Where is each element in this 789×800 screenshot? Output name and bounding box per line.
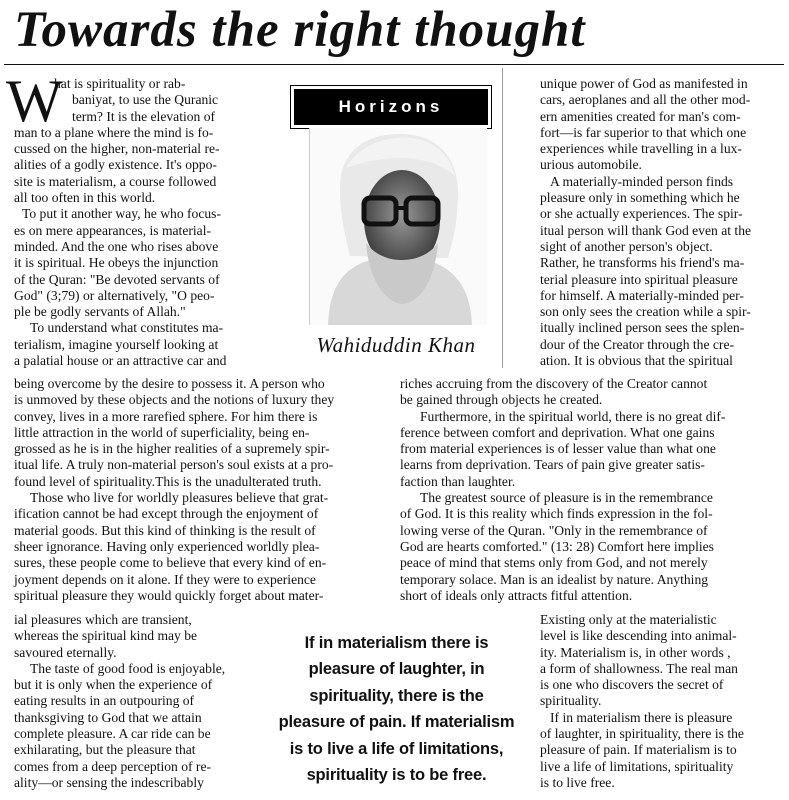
- text-line: cars, aeroplanes and all the other mod-: [540, 92, 751, 108]
- horizons-label: Horizons: [294, 89, 488, 125]
- top-rule: [4, 64, 784, 65]
- headline: Towards the right thought: [14, 2, 586, 58]
- wide-text-right: [400, 376, 780, 604]
- text-line: baniyat, to use the Quranic: [72, 92, 219, 108]
- text-line: ial pleasures which are transient,: [14, 612, 192, 627]
- author-caption: Wahiduddin Khan: [316, 333, 476, 357]
- text-line: unique power of God as manifested in: [540, 76, 748, 91]
- text-line: learns from deprivation. Tears of pain give greater satis-: [400, 457, 705, 473]
- text-line: or she actually experiences. The spir-: [540, 206, 743, 222]
- text-line: is to live a life of limitations,: [289, 739, 504, 758]
- text-line: pleasure of laughter, in: [308, 660, 485, 679]
- text-line: of God. It is this reality which finds expression in the fol-: [400, 506, 713, 522]
- text-line: from material experiences is of lesser value than what one: [400, 441, 716, 457]
- text-line: ality—or sensing the indescribably: [14, 774, 204, 790]
- text-line: spirituality, there is the: [309, 686, 484, 705]
- text-line: Existing only at the materialistic: [540, 612, 717, 627]
- column-3-bottom-text: [540, 612, 780, 791]
- text-line: thanksgiving to God that we attain: [14, 709, 202, 725]
- text-line: being overcome by the desire to possess it. A person who: [14, 376, 325, 391]
- text-line: cussed on the higher, non-material re-: [14, 141, 220, 157]
- author-portrait-icon: [310, 128, 487, 325]
- text-line: itually inclined person sees the splen-: [540, 320, 745, 336]
- text-line: whereas the spiritual kind may be: [14, 628, 198, 644]
- text-line: sures, these people come to believe that every kind of en-: [14, 555, 327, 571]
- text-line: God are hearts comforted." (13: 28) Comfort here implies: [400, 538, 714, 554]
- text-line: comes from a deep perception of re-: [14, 758, 212, 774]
- text-line: be gained through objects he created.: [400, 392, 603, 408]
- text-line: pleasure of pain. If materialism is to: [540, 742, 737, 758]
- text-line: of the Quran: "Be devoted servants of: [14, 271, 220, 287]
- text-line: little attraction in the world of superficiality, being en-: [14, 424, 310, 440]
- text-line: lowing verse of the Quran. "Only in the remembrance of: [400, 522, 708, 538]
- text-line: son only sees the creation while a spir-: [540, 304, 751, 320]
- text-line: it is spiritual. He obeys the injunction: [14, 255, 219, 271]
- text-line: itual life. A truly non-material person's soul exists at a pro-: [14, 457, 334, 473]
- text-line: experiences while travelling in a lux-: [540, 141, 742, 157]
- text-line: ification cannot be had except through the enjoyment of: [14, 506, 319, 522]
- text-line: The greatest source of pleasure is in the remembrance: [420, 490, 713, 506]
- text-line: sight of another person's object.: [540, 238, 713, 254]
- drop-cap: W: [6, 68, 63, 134]
- text-line: alities of a godly existence. It's oppo-: [14, 157, 217, 173]
- text-line: Furthermore, in the spiritual world, there is no great dif-: [420, 408, 726, 424]
- text-line: To understand what constitutes ma-: [30, 320, 224, 336]
- text-line: savoured eternally.: [14, 644, 117, 660]
- text-line: ation. It is obvious that the spiritual: [540, 353, 733, 369]
- text-line: minded. And the one who rises above: [14, 238, 219, 254]
- text-line: riches accruing from the discovery of the Creator cannot: [400, 376, 708, 391]
- text-line: but it is only when the experience of: [14, 677, 213, 693]
- text-line: live a life of limitations, spirituality: [540, 758, 734, 774]
- text-line: A materially-minded person finds: [550, 173, 734, 189]
- text-line: site is materialism, a course followed: [14, 173, 217, 189]
- text-line: man to a plane where the mind is fo-: [14, 124, 214, 140]
- text-line: eating results in an outpouring of: [14, 693, 195, 709]
- text-line: a form of shallowness. The real man: [540, 660, 738, 676]
- text-line: dour of the Creator through the cre-: [540, 336, 735, 352]
- text-line: Rather, he transforms his friend's ma-: [540, 255, 745, 271]
- text-line: convey, lives in a more rarefied sphere. For him there is: [14, 408, 318, 424]
- text-line: terialism, imagine yourself looking at: [14, 336, 219, 352]
- text-line: level is like descending into animal-: [540, 628, 737, 644]
- text-line: a palatial house or an attractive car and: [14, 353, 227, 369]
- text-line: all too often in this world.: [14, 190, 156, 206]
- text-line: ple be godly servants of Allah.": [14, 304, 186, 320]
- text-line: term? It is the elevation of: [72, 108, 216, 124]
- text-line: hat is spirituality or rab-: [54, 76, 186, 91]
- text-line: is one who discovers the secret of: [540, 677, 724, 693]
- text-line: is to live free.: [540, 774, 615, 790]
- text-line: sheer ignorance. Having only experienced worldly plea-: [14, 538, 320, 554]
- text-line: spirituality is to be free.: [306, 766, 487, 785]
- text-line: If in materialism there is pleasure: [550, 709, 733, 725]
- column-1-top-text: [14, 76, 276, 369]
- column-1-bottom-text: [14, 612, 259, 791]
- text-line: pleasure only in something which he: [540, 190, 740, 206]
- text-line: Those who live for worldly pleasures believe that grat-: [30, 490, 329, 506]
- wide-text-left: [14, 376, 397, 604]
- text-line: is unmoved by these objects and the notions of luxury they: [14, 392, 335, 408]
- text-line: complete pleasure. A car ride can be: [14, 726, 211, 742]
- author-photo: [309, 128, 487, 325]
- text-line: fort—is far superior to that which one: [540, 124, 747, 140]
- text-line: exhilarating, but the pleasure that: [14, 742, 196, 758]
- text-line: ity. Materialism is, in other words ,: [540, 644, 731, 660]
- text-line: faction than laughter.: [400, 473, 516, 489]
- text-line: of laughter, in spirituality, there is the: [540, 726, 744, 742]
- text-line: joyment depends on it alone. If they were to experience: [14, 571, 316, 587]
- text-line: peace of mind that stems only from God, and not merely: [400, 555, 708, 571]
- text-line: To put it another way, he who focus-: [22, 206, 222, 222]
- text-line: ference between comfort and deprivation. What one gains: [400, 424, 715, 440]
- text-line: temporary solace. Man is an idealist by nature. Anything: [400, 571, 709, 587]
- text-line: short of ideals only attracts fitful attention.: [400, 587, 633, 603]
- text-line: for himself. A materially-minded per-: [540, 287, 744, 303]
- text-line: grossed as he is in the higher realities of a supremely spir-: [14, 441, 330, 457]
- text-line: If in materialism there is: [304, 634, 489, 652]
- column-3-top-text: [540, 76, 780, 369]
- text-line: God" (3;79) or alternatively, "O peo-: [14, 287, 215, 303]
- column-divider: [502, 68, 503, 368]
- text-line: The taste of good food is enjoyable,: [30, 660, 226, 676]
- text-line: urious automobile.: [540, 157, 642, 173]
- text-line: material goods. But this kind of thinking is the result of: [14, 522, 316, 538]
- text-line: es on mere appearances, is material-: [14, 222, 212, 238]
- text-line: terial pleasure into spiritual pleasure: [540, 271, 738, 287]
- text-line: spirituality.: [540, 693, 602, 709]
- text-line: ern amenities created for man's com-: [540, 108, 741, 124]
- text-line: itual person will thank God even at the: [540, 222, 752, 238]
- text-line: spiritual pleasure they would quickly forget about mater-: [14, 587, 324, 603]
- pull-quote: [268, 630, 525, 788]
- text-line: pleasure of pain. If materialism: [278, 713, 515, 732]
- text-line: found level of spirituality.This is the unadulterated truth.: [14, 473, 322, 489]
